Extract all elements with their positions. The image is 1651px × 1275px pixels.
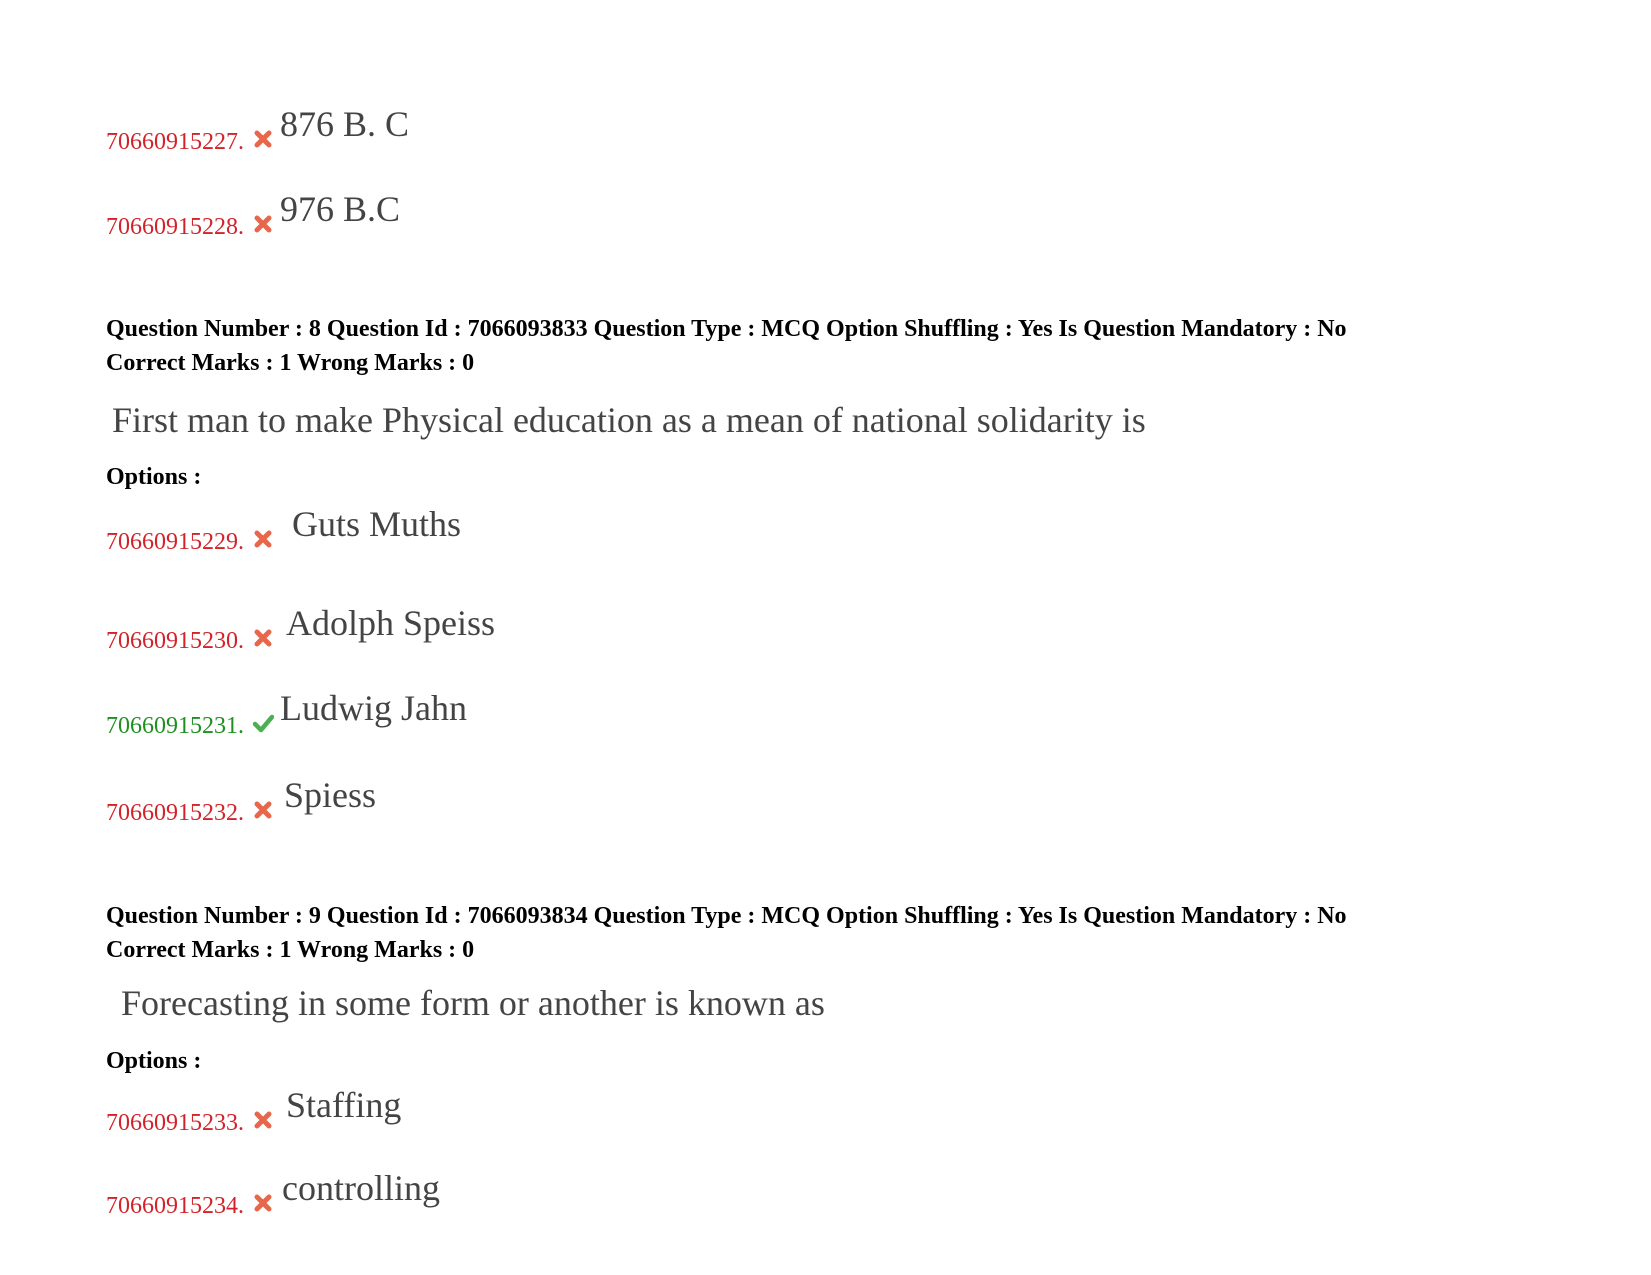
cross-icon bbox=[252, 799, 274, 821]
option-text: 976 B.C bbox=[280, 189, 401, 229]
question-8-text: First man to make Physical education as a mean of national solidarity is bbox=[112, 400, 1146, 440]
option-text: 876 B. C bbox=[280, 104, 410, 144]
option-id: 70660915228. bbox=[106, 214, 244, 240]
marks-line: Correct Marks : 1 Wrong Marks : 0 bbox=[106, 937, 475, 963]
option-text: Staffing bbox=[286, 1085, 402, 1125]
option-row bbox=[106, 603, 496, 654]
option-id: 70660915229. bbox=[106, 529, 244, 555]
option-id: 70660915232. bbox=[106, 800, 244, 826]
options-label: Options : bbox=[106, 464, 202, 490]
cross-icon bbox=[252, 1109, 274, 1131]
cross-icon bbox=[252, 1192, 274, 1214]
option-text: Adolph Speiss bbox=[286, 603, 496, 643]
option-text: Guts Muths bbox=[292, 504, 462, 544]
question-8-meta bbox=[106, 312, 1347, 380]
marks-line: Correct Marks : 1 Wrong Marks : 0 bbox=[106, 350, 475, 376]
option-id: 70660915231. bbox=[106, 713, 244, 739]
cross-icon bbox=[252, 128, 274, 150]
question-9-meta bbox=[106, 899, 1347, 967]
option-row bbox=[106, 1085, 402, 1136]
cross-icon bbox=[252, 213, 274, 235]
option-id: 70660915233. bbox=[106, 1110, 244, 1136]
option-row bbox=[106, 1168, 440, 1219]
check-icon bbox=[252, 712, 274, 734]
question-meta-line: Question Number : 8 Question Id : 7066093833 Question Type : MCQ Option Shuffling : Yes Is Question Mandatory : No bbox=[106, 316, 1347, 342]
cross-icon bbox=[252, 627, 274, 649]
cross-icon bbox=[252, 528, 274, 550]
question-9-text: Forecasting in some form or another is known as bbox=[121, 983, 825, 1023]
option-text: Spiess bbox=[284, 775, 377, 815]
option-id: 70660915234. bbox=[106, 1193, 244, 1219]
option-id: 70660915227. bbox=[106, 129, 244, 155]
option-row bbox=[106, 104, 410, 155]
option-row bbox=[106, 189, 401, 240]
question-meta-line: Question Number : 9 Question Id : 7066093834 Question Type : MCQ Option Shuffling : Yes Is Question Mandatory : No bbox=[106, 903, 1347, 929]
option-text: controlling bbox=[282, 1168, 440, 1208]
option-id: 70660915230. bbox=[106, 628, 244, 654]
options-label: Options : bbox=[106, 1048, 202, 1074]
option-row bbox=[106, 504, 462, 555]
option-row bbox=[106, 775, 377, 826]
option-row bbox=[106, 688, 467, 739]
option-text: Ludwig Jahn bbox=[280, 688, 467, 728]
